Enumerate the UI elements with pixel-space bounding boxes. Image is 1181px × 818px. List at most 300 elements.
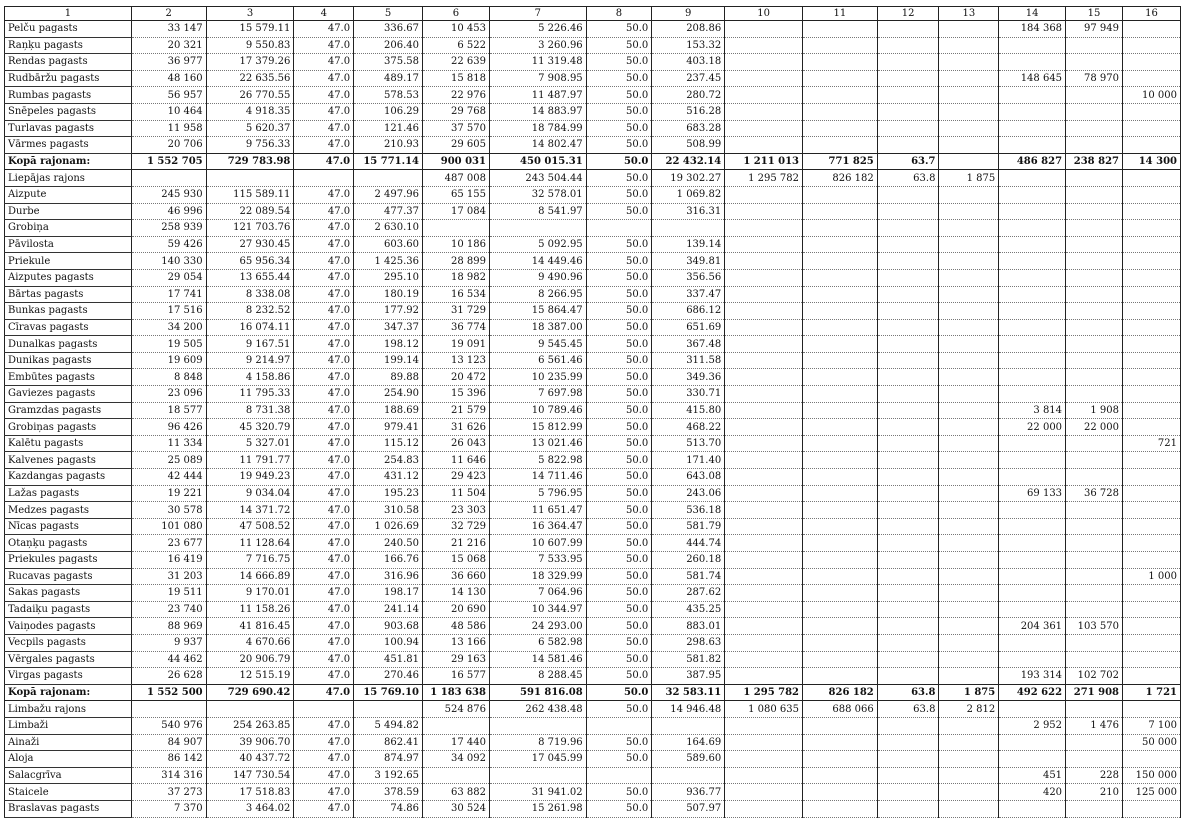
table-cell: 7 697.98 [489, 386, 586, 403]
table-cell [1122, 253, 1180, 270]
table-cell [999, 286, 1066, 303]
table-cell [1066, 535, 1123, 552]
table-cell: 536.18 [652, 502, 725, 519]
table-cell: 50.0 [586, 37, 652, 54]
table-cell: 44 462 [131, 651, 206, 668]
table-cell [999, 734, 1066, 751]
table-cell [803, 336, 878, 353]
table-cell: 513.70 [652, 435, 725, 452]
table-cell: 16 419 [131, 552, 206, 569]
table-cell: 4 670.66 [206, 634, 294, 651]
table-cell [1066, 518, 1123, 535]
table-cell [1122, 518, 1180, 535]
table-row [5, 103, 1181, 120]
table-cell: 507.97 [652, 800, 725, 817]
table-cell: 11 504 [423, 485, 490, 502]
table-cell [939, 269, 999, 286]
table-cell [939, 518, 999, 535]
table-cell: 20 906.79 [206, 651, 294, 668]
table-cell: 14 946.48 [652, 701, 725, 718]
table-row [5, 784, 1181, 801]
table-cell: 47.0 [294, 767, 354, 784]
table-cell [1066, 186, 1123, 203]
table-cell [877, 518, 939, 535]
table-cell: 188.69 [354, 402, 423, 419]
table-cell: 47.0 [294, 601, 354, 618]
table-cell: 347.37 [354, 319, 423, 336]
table-cell: 9 214.97 [206, 352, 294, 369]
table-cell: 16 534 [423, 286, 490, 303]
table-row [5, 751, 1181, 768]
table-cell [999, 54, 1066, 71]
table-cell [803, 552, 878, 569]
table-cell: 47.0 [294, 336, 354, 353]
table-cell: 591 816.08 [489, 684, 586, 701]
table-cell [939, 286, 999, 303]
table-cell: 11 128.64 [206, 535, 294, 552]
table-cell [725, 336, 803, 353]
table-cell: 444.74 [652, 535, 725, 552]
table-cell [725, 784, 803, 801]
table-cell [725, 87, 803, 104]
table-cell: 936.77 [652, 784, 725, 801]
table-row [5, 767, 1181, 784]
table-cell: 1 552 705 [131, 153, 206, 170]
table-cell: 431.12 [354, 469, 423, 486]
table-cell: 125 000 [1122, 784, 1180, 801]
table-cell [877, 734, 939, 751]
table-cell [877, 369, 939, 386]
table-cell: 5 327.01 [206, 435, 294, 452]
table-cell [725, 568, 803, 585]
table-cell [725, 253, 803, 270]
table-cell: 5 796.95 [489, 485, 586, 502]
table-cell: 47.0 [294, 369, 354, 386]
table-cell [803, 236, 878, 253]
row-label: Priekules pagasts [5, 552, 132, 569]
table-cell: 367.48 [652, 336, 725, 353]
table-cell: 22 089.54 [206, 203, 294, 220]
table-cell [1066, 634, 1123, 651]
table-cell [999, 369, 1066, 386]
table-cell [1066, 286, 1123, 303]
table-cell [1122, 369, 1180, 386]
table-cell [999, 800, 1066, 817]
table-cell [877, 137, 939, 154]
table-cell: 50.0 [586, 618, 652, 635]
row-label: Dunalkas pagasts [5, 336, 132, 353]
table-cell [877, 651, 939, 668]
table-cell [652, 220, 725, 237]
table-cell: 63.8 [877, 701, 939, 718]
table-cell: 47.0 [294, 668, 354, 685]
table-cell [1066, 103, 1123, 120]
table-cell: 41 816.45 [206, 618, 294, 635]
table-cell: 9 756.33 [206, 137, 294, 154]
table-cell [1122, 319, 1180, 336]
table-cell [1066, 651, 1123, 668]
table-cell [803, 502, 878, 519]
row-label: Aloja [5, 751, 132, 768]
table-cell [999, 170, 1066, 187]
table-cell: 147 730.54 [206, 767, 294, 784]
row-label: Vecpils pagasts [5, 634, 132, 651]
table-cell: 4 918.35 [206, 103, 294, 120]
column-header: 11 [803, 7, 878, 21]
table-cell [1122, 701, 1180, 718]
table-cell: 1 183 638 [423, 684, 490, 701]
table-cell [939, 103, 999, 120]
table-cell [877, 21, 939, 38]
table-cell: 862.41 [354, 734, 423, 751]
table-cell: 47.0 [294, 236, 354, 253]
table-cell: 47.0 [294, 518, 354, 535]
table-cell: 50.0 [586, 286, 652, 303]
table-cell: 20 321 [131, 37, 206, 54]
table-cell [999, 87, 1066, 104]
table-cell [999, 518, 1066, 535]
table-cell [725, 402, 803, 419]
row-label: Snēpeles pagasts [5, 103, 132, 120]
table-cell [1066, 701, 1123, 718]
table-cell: 19 609 [131, 352, 206, 369]
table-cell: 30 578 [131, 502, 206, 519]
table-cell: 50.0 [586, 668, 652, 685]
table-cell: 280.72 [652, 87, 725, 104]
table-cell: 1 721 [1122, 684, 1180, 701]
table-cell [1066, 37, 1123, 54]
table-cell: 26 770.55 [206, 87, 294, 104]
table-cell: 254.83 [354, 452, 423, 469]
table-cell: 11 319.48 [489, 54, 586, 71]
table-cell: 2 630.10 [354, 220, 423, 237]
table-cell: 17 045.99 [489, 751, 586, 768]
table-cell: 50.0 [586, 435, 652, 452]
row-label: Rudbāržu pagasts [5, 70, 132, 87]
table-cell: 28 899 [423, 253, 490, 270]
table-cell [725, 435, 803, 452]
table-cell [999, 469, 1066, 486]
table-cell [939, 419, 999, 436]
table-cell: 2 812 [939, 701, 999, 718]
table-cell [725, 369, 803, 386]
table-cell: 15 396 [423, 386, 490, 403]
table-cell: 16 577 [423, 668, 490, 685]
table-cell: 23 677 [131, 535, 206, 552]
table-cell: 7 533.95 [489, 552, 586, 569]
column-header: 1 [5, 7, 132, 21]
table-cell: 14 300 [1122, 153, 1180, 170]
table-row [5, 203, 1181, 220]
table-cell [1066, 303, 1123, 320]
table-cell: 14 711.46 [489, 469, 586, 486]
table-cell [803, 220, 878, 237]
table-cell [999, 435, 1066, 452]
table-cell: 50.0 [586, 186, 652, 203]
table-cell: 21 216 [423, 535, 490, 552]
row-label: Medzes pagasts [5, 502, 132, 519]
table-row [5, 552, 1181, 569]
table-cell: 33 147 [131, 21, 206, 38]
table-cell [877, 203, 939, 220]
table-cell: 1 875 [939, 684, 999, 701]
table-cell: 47.0 [294, 502, 354, 519]
table-cell: 84 907 [131, 734, 206, 751]
table-cell [803, 651, 878, 668]
row-label: Limbaži [5, 717, 132, 734]
table-cell [803, 518, 878, 535]
table-cell: 1 908 [1066, 402, 1123, 419]
table-cell [354, 701, 423, 718]
table-cell: 435.25 [652, 601, 725, 618]
table-cell [939, 585, 999, 602]
table-row [5, 319, 1181, 336]
table-cell [939, 186, 999, 203]
table-cell [939, 386, 999, 403]
table-cell [1066, 585, 1123, 602]
table-cell [939, 784, 999, 801]
table-cell [1066, 568, 1123, 585]
table-cell: 729 690.42 [206, 684, 294, 701]
table-cell: 48 586 [423, 618, 490, 635]
table-cell [725, 220, 803, 237]
table-cell: 14 130 [423, 585, 490, 602]
table-cell: 270.46 [354, 668, 423, 685]
table-cell [999, 186, 1066, 203]
table-cell [999, 203, 1066, 220]
table-cell: 164.69 [652, 734, 725, 751]
table-row [5, 120, 1181, 137]
table-cell: 7 908.95 [489, 70, 586, 87]
table-cell: 56 957 [131, 87, 206, 104]
table-cell: 1 295 782 [725, 170, 803, 187]
table-cell: 50.0 [586, 303, 652, 320]
table-cell [1122, 535, 1180, 552]
table-cell: 47.0 [294, 651, 354, 668]
table-cell: 5 092.95 [489, 236, 586, 253]
table-cell [725, 452, 803, 469]
table-cell: 47.0 [294, 734, 354, 751]
table-cell: 50.0 [586, 137, 652, 154]
table-cell [803, 137, 878, 154]
table-cell: 2 497.96 [354, 186, 423, 203]
table-cell: 50.0 [586, 319, 652, 336]
table-cell: 11 646 [423, 452, 490, 469]
table-cell [999, 701, 1066, 718]
table-cell [725, 585, 803, 602]
table-cell: 874.97 [354, 751, 423, 768]
table-cell: 19 221 [131, 485, 206, 502]
table-cell [877, 568, 939, 585]
table-cell [877, 402, 939, 419]
table-cell: 171.40 [652, 452, 725, 469]
table-cell: 13 655.44 [206, 269, 294, 286]
table-cell: 826 182 [803, 684, 878, 701]
table-cell [725, 120, 803, 137]
table-cell [877, 717, 939, 734]
table-cell [939, 303, 999, 320]
table-cell: 349.36 [652, 369, 725, 386]
table-cell: 883.01 [652, 618, 725, 635]
table-cell: 15 769.10 [354, 684, 423, 701]
table-cell: 121.46 [354, 120, 423, 137]
table-cell [877, 469, 939, 486]
table-cell [1066, 137, 1123, 154]
table-cell: 15 068 [423, 552, 490, 569]
table-cell: 103 570 [1066, 618, 1123, 635]
table-cell [939, 87, 999, 104]
table-cell: 65 155 [423, 186, 490, 203]
table-cell [939, 21, 999, 38]
table-cell: 47.0 [294, 103, 354, 120]
table-cell [803, 800, 878, 817]
table-cell [725, 303, 803, 320]
table-cell [803, 535, 878, 552]
table-row [5, 601, 1181, 618]
table-cell [999, 502, 1066, 519]
table-cell: 14 883.97 [489, 103, 586, 120]
table-cell [586, 717, 652, 734]
row-label: Limbažu rajons [5, 701, 132, 718]
table-cell [1122, 286, 1180, 303]
table-cell [423, 220, 490, 237]
table-cell: 7 100 [1122, 717, 1180, 734]
table-cell: 7 064.96 [489, 585, 586, 602]
row-label: Turlavas pagasts [5, 120, 132, 137]
table-cell: 310.58 [354, 502, 423, 519]
table-cell [939, 120, 999, 137]
table-cell [939, 552, 999, 569]
table-cell: 50.0 [586, 386, 652, 403]
table-cell [803, 253, 878, 270]
table-cell: 32 578.01 [489, 186, 586, 203]
table-cell: 3 260.96 [489, 37, 586, 54]
table-cell [999, 336, 1066, 353]
table-cell: 10 453 [423, 21, 490, 38]
table-cell [1066, 469, 1123, 486]
table-cell [939, 236, 999, 253]
row-label: Aizpute [5, 186, 132, 203]
table-cell [939, 37, 999, 54]
table-cell [725, 203, 803, 220]
table-cell: 8 338.08 [206, 286, 294, 303]
table-cell [999, 236, 1066, 253]
table-cell: 11 795.33 [206, 386, 294, 403]
table-cell [999, 137, 1066, 154]
table-cell [725, 319, 803, 336]
table-cell: 19 091 [423, 336, 490, 353]
table-cell: 32 583.11 [652, 684, 725, 701]
table-cell: 36 660 [423, 568, 490, 585]
table-cell: 9 490.96 [489, 269, 586, 286]
table-cell: 180.19 [354, 286, 423, 303]
district-row [5, 170, 1181, 187]
table-cell: 489.17 [354, 70, 423, 87]
table-row [5, 651, 1181, 668]
table-cell: 29 163 [423, 651, 490, 668]
table-cell: 16 074.11 [206, 319, 294, 336]
table-cell: 198.17 [354, 585, 423, 602]
table-cell: 74.86 [354, 800, 423, 817]
table-cell: 29 605 [423, 137, 490, 154]
table-cell [877, 303, 939, 320]
table-cell: 10 344.97 [489, 601, 586, 618]
table-cell: 468.22 [652, 419, 725, 436]
table-row [5, 21, 1181, 38]
table-cell [877, 120, 939, 137]
table-cell: 50.0 [586, 601, 652, 618]
table-cell: 12 515.19 [206, 668, 294, 685]
table-cell [1122, 585, 1180, 602]
table-cell: 9 170.01 [206, 585, 294, 602]
table-cell [803, 634, 878, 651]
table-cell [1122, 37, 1180, 54]
table-cell [131, 701, 206, 718]
column-header: 13 [939, 7, 999, 21]
table-cell [725, 800, 803, 817]
table-cell: 260.18 [652, 552, 725, 569]
table-cell: 271 908 [1066, 684, 1123, 701]
table-cell: 47.0 [294, 784, 354, 801]
table-cell: 900 031 [423, 153, 490, 170]
table-cell: 50.0 [586, 253, 652, 270]
table-cell [725, 651, 803, 668]
table-cell [939, 767, 999, 784]
table-cell [939, 452, 999, 469]
table-cell [1122, 203, 1180, 220]
table-cell [939, 352, 999, 369]
row-label: Rucavas pagasts [5, 568, 132, 585]
table-cell: 63 882 [423, 784, 490, 801]
table-cell: 10 789.46 [489, 402, 586, 419]
row-label: Bunkas pagasts [5, 303, 132, 320]
table-cell: 16 364.47 [489, 518, 586, 535]
table-cell: 11 791.77 [206, 452, 294, 469]
table-cell: 5 620.37 [206, 120, 294, 137]
table-cell: 97 949 [1066, 21, 1123, 38]
table-cell: 17 516 [131, 303, 206, 320]
table-cell: 47.0 [294, 435, 354, 452]
row-label: Bārtas pagasts [5, 286, 132, 303]
table-cell: 50.0 [586, 502, 652, 519]
table-cell: 42 444 [131, 469, 206, 486]
table-cell: 37 570 [423, 120, 490, 137]
column-header: 4 [294, 7, 354, 21]
table-cell: 721 [1122, 435, 1180, 452]
table-cell [939, 336, 999, 353]
table-cell: 356.56 [652, 269, 725, 286]
table-cell: 47.0 [294, 37, 354, 54]
table-cell: 206.40 [354, 37, 423, 54]
table-cell [725, 751, 803, 768]
table-cell: 47.0 [294, 585, 354, 602]
table-cell [1122, 601, 1180, 618]
table-cell [877, 784, 939, 801]
table-cell [725, 286, 803, 303]
table-cell: 228 [1066, 767, 1123, 784]
table-cell: 5 822.98 [489, 452, 586, 469]
table-cell [803, 186, 878, 203]
table-cell: 115.12 [354, 435, 423, 452]
table-cell: 10 464 [131, 103, 206, 120]
table-cell [803, 87, 878, 104]
column-header: 16 [1122, 7, 1180, 21]
row-label: Virgas pagasts [5, 668, 132, 685]
table-cell: 208.86 [652, 21, 725, 38]
table-cell [877, 634, 939, 651]
table-cell [725, 518, 803, 535]
table-cell: 1 552 500 [131, 684, 206, 701]
